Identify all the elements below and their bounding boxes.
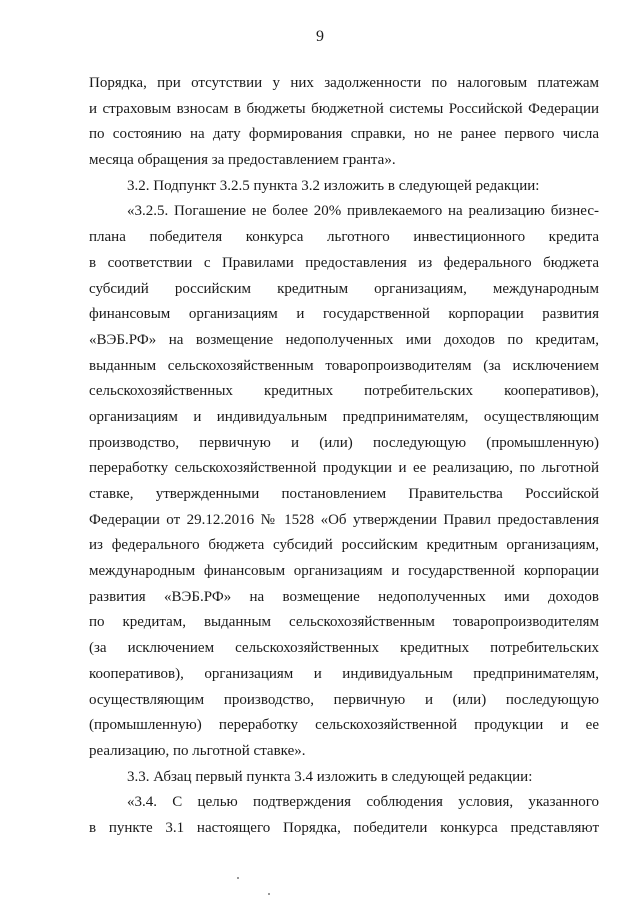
text-line: сельскохозяйственных кредитных потребительских кооперативов), — [89, 383, 599, 400]
text-line: из федерального бюджета субсидий российским кредитным организациям, — [89, 537, 599, 554]
scan-speck — [237, 877, 239, 879]
text-line: «ВЭБ.РФ» на возмещение недополученных ими доходов по кредитам, — [89, 331, 599, 348]
text-line: реализацию, по льготной ставке». — [89, 742, 306, 759]
text-line: (за исключением сельскохозяйственных кредитных потребительских — [89, 640, 599, 657]
document-body — [89, 71, 599, 842]
text-line: месяца обращения за предоставлением гранта». — [89, 152, 396, 169]
text-line: по состоянию на дату формирования справки, но не ранее первого числа — [89, 126, 599, 143]
text-line: субсидий российским кредитным организациям, международным — [89, 280, 599, 297]
text-line: «3.2.5. Погашение не более 20% привлекаемого на реализацию бизнес- — [127, 203, 599, 220]
text-line: 3.3. Абзац первый пункта 3.4 изложить в следующей редакции: — [127, 768, 533, 785]
text-line: кооперативов), организациям и индивидуальным предпринимателям, — [89, 665, 599, 682]
text-line: 3.2. Подпункт 3.2.5 пункта 3.2 изложить в следующей редакции: — [127, 177, 540, 194]
text-line: развития «ВЭБ.РФ» на возмещение недополученных ими доходов — [89, 588, 599, 605]
text-line: плана победителя конкурса льготного инвестиционного кредита — [89, 229, 599, 246]
text-line: в пункте 3.1 настоящего Порядка, победители конкурса представляют — [89, 819, 599, 836]
text-line: в соответствии с Правилами предоставления из федерального бюджета — [89, 254, 599, 271]
text-line: ставке, утвержденными постановлением Правительства Российской — [89, 486, 599, 502]
text-line: «3.4. С целью подтверждения соблюдения условия, указанного — [127, 794, 599, 811]
text-line: производство, первичную и (или) последующую (промышленную) — [89, 434, 599, 451]
text-line: по кредитам, выданным сельскохозяйственным товаропроизводителям — [89, 614, 599, 631]
page-number: 9 — [316, 28, 324, 45]
text-line: организациям и индивидуальным предпринимателям, осуществляющим — [89, 408, 599, 425]
text-line: осуществляющим производство, первичную и (или) последующую — [89, 691, 599, 708]
text-line: финансовым организациям и государственной корпорации развития — [89, 306, 599, 323]
text-line: выданным сельскохозяйственным товаропроизводителям (за исключением — [89, 357, 599, 374]
text-line: Федерации от 29.12.2016 № 1528 «Об утверждении Правил предоставления — [89, 511, 599, 528]
text-line: и страховым взносам в бюджеты бюджетной системы Российской Федерации — [89, 100, 599, 117]
text-line: (промышленную) переработку сельскохозяйственной продукции и ее — [89, 717, 599, 734]
text-line: переработку сельскохозяйственной продукции и ее реализацию, по льготной — [89, 460, 599, 477]
text-line: международным финансовым организациям и государственной корпорации — [89, 563, 599, 580]
scan-speck — [268, 893, 270, 895]
text-line: Порядка, при отсутствии у них задолженности по налоговым платежам — [89, 75, 599, 91]
